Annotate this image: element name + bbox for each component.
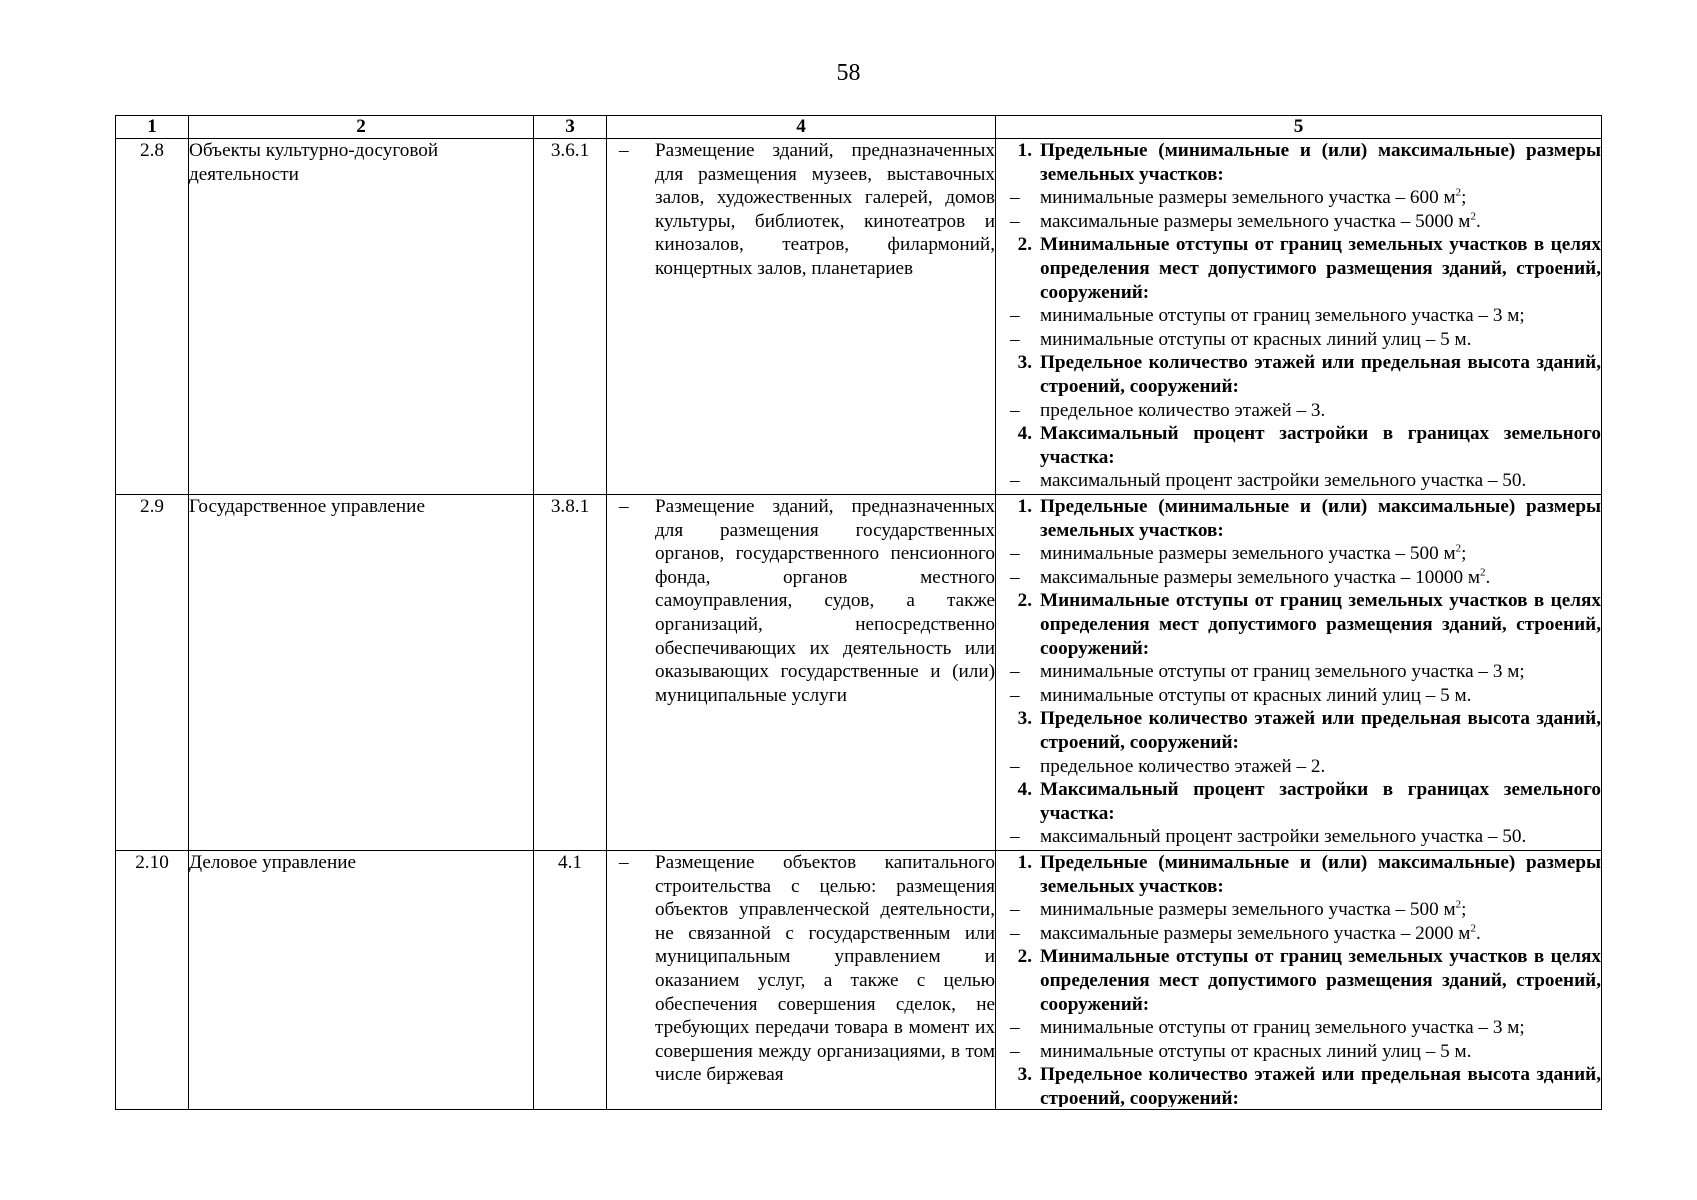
column-header: 3 — [534, 116, 607, 139]
parameter-number: 3. — [1017, 1064, 1032, 1086]
parameter-value — [996, 328, 1601, 352]
value-punctuation: . — [1485, 566, 1491, 588]
parameter-number: 1. — [1017, 140, 1032, 161]
description-text: Размещение зданий, предназначенных для размещения государственных органов, государственного пенсионного фонда, органов местного самоуправления, судов, а также организаций, непосредственно обеспечивающих их деятельность или оказывающих государственные и (или) муниципальные услуги — [655, 496, 995, 706]
parameter-value-text — [1040, 542, 1601, 566]
dash-marker: – — [1010, 305, 1020, 327]
description-text: Размещение зданий, предназначенных для размещения музеев, выставочных залов, художественных галерей, домов культуры, библиотек, кинотеатров и кинозалов, театров, филармоний, концертных залов, планетариев — [655, 140, 995, 279]
value-text: минимальные отступы от красных линий улиц – 5 м. — [1040, 1040, 1472, 1062]
parameter-value-text — [1040, 469, 1601, 493]
unit-superscript: 2 — [1470, 922, 1476, 935]
parameter-value-text — [1040, 1040, 1601, 1064]
dash-marker: – — [1010, 826, 1020, 848]
column-header: 5 — [996, 116, 1602, 139]
unit-superscript: 2 — [1455, 542, 1462, 555]
value-text: максимальный процент застройки земельного участка – 50. — [1040, 470, 1527, 492]
row-number-cell: 2.8 — [116, 139, 189, 495]
parameter-number: 1. — [1017, 496, 1032, 517]
value-punctuation: ; — [1461, 899, 1467, 921]
parameter-value — [996, 898, 1601, 922]
parameter-number: 4. — [1017, 423, 1032, 445]
parameter-value — [996, 825, 1601, 849]
table-header-row — [116, 116, 1602, 139]
dash-marker: – — [1010, 922, 1020, 944]
parameter-heading — [996, 589, 1601, 660]
parameter-number: 4. — [1017, 779, 1032, 801]
parameter-value-text — [1040, 825, 1601, 849]
parameter-heading — [996, 233, 1601, 304]
use-name-cell: Деловое управление — [189, 851, 534, 1110]
dash-marker: – — [1010, 470, 1020, 492]
unit-superscript: 2 — [1455, 898, 1462, 911]
value-text: минимальные отступы от красных линий улиц – 5 м. — [1040, 328, 1472, 350]
column-header: 4 — [607, 116, 996, 139]
value-punctuation: ; — [1461, 187, 1467, 209]
dash-marker: – — [1010, 210, 1020, 232]
description-item — [607, 495, 995, 707]
value-punctuation: . — [1475, 922, 1481, 944]
parameter-number: 3. — [1017, 708, 1032, 730]
table-row — [116, 139, 1602, 495]
use-description-cell — [607, 139, 996, 495]
parameter-number: 3. — [1017, 352, 1032, 374]
value-text: минимальные отступы от границ земельного участка – 3 м; — [1040, 661, 1525, 683]
parameter-value-text — [1040, 755, 1601, 779]
parameter-value — [996, 684, 1601, 708]
parameter-heading — [996, 851, 1601, 898]
column-header: 2 — [189, 116, 534, 139]
table-row — [116, 851, 1602, 1110]
use-code-cell: 4.1 — [534, 851, 607, 1110]
dash-marker: – — [1010, 543, 1020, 565]
parameter-heading — [996, 778, 1601, 825]
parameter-value — [996, 1016, 1601, 1040]
parameter-heading-text: Максимальный процент застройки в границах земельного участка: — [1040, 423, 1601, 468]
value-text: максимальные размеры земельного участка – 10000 м — [1040, 566, 1481, 588]
parameter-heading — [996, 945, 1601, 1016]
parameter-heading-text: Минимальные отступы от границ земельных участков в целях определения мест допустимого размещения зданий, строений, сооружений: — [1040, 234, 1601, 303]
parameter-value — [996, 210, 1601, 234]
dash-marker: – — [619, 852, 629, 873]
parameter-value-text — [1040, 922, 1601, 946]
value-text: минимальные отступы от красных линий улиц – 5 м. — [1040, 684, 1472, 706]
parameters-cell — [996, 851, 1602, 1110]
dash-marker: – — [1010, 661, 1020, 683]
use-description-cell — [607, 851, 996, 1110]
column-header: 1 — [116, 116, 189, 139]
value-text: минимальные размеры земельного участка – 600 м — [1040, 187, 1456, 209]
parameter-heading-text: Предельное количество этажей или предельная высота зданий, строений, сооружений: — [1040, 352, 1601, 397]
value-text: максимальные размеры земельного участка – 2000 м — [1040, 922, 1471, 944]
parameter-heading — [996, 139, 1601, 186]
dash-marker: – — [1010, 399, 1020, 421]
parameter-value-text — [1040, 304, 1601, 328]
dash-marker: – — [1010, 187, 1020, 209]
parameter-heading-text: Максимальный процент застройки в границах земельного участка: — [1040, 779, 1601, 824]
value-text: минимальные отступы от границ земельного участка – 3 м; — [1040, 1017, 1525, 1039]
table-row — [116, 495, 1602, 851]
value-text: минимальные размеры земельного участка – 500 м — [1040, 543, 1456, 565]
unit-superscript: 2 — [1480, 566, 1486, 579]
dash-marker: – — [1010, 328, 1020, 350]
parameter-heading — [996, 422, 1601, 469]
unit-superscript: 2 — [1455, 186, 1462, 199]
parameter-value-text — [1040, 328, 1601, 352]
parameter-value — [996, 755, 1601, 779]
dash-marker: – — [619, 140, 629, 161]
parameter-value-text — [1040, 399, 1601, 423]
description-item — [607, 851, 995, 1107]
dash-marker: – — [1010, 899, 1020, 921]
parameter-value — [996, 1040, 1601, 1064]
use-description-cell — [607, 495, 996, 851]
parameter-number: 2. — [1017, 234, 1032, 256]
value-text: минимальные отступы от границ земельного участка – 3 м; — [1040, 305, 1525, 327]
dash-marker: – — [1010, 566, 1020, 588]
parameter-heading — [996, 707, 1601, 754]
parameter-value — [996, 399, 1601, 423]
dash-marker: – — [1010, 684, 1020, 706]
value-punctuation: . — [1475, 210, 1481, 232]
dash-marker: – — [619, 496, 629, 517]
parameter-heading-text: Минимальные отступы от границ земельных участков в целях определения мест допустимого размещения зданий, строений, сооружений: — [1040, 590, 1601, 659]
parameter-heading-text: Предельные (минимальные и (или) максимальные) размеры земельных участков: — [1040, 852, 1601, 897]
row-number-cell: 2.9 — [116, 495, 189, 851]
value-text: предельное количество этажей – 3. — [1040, 399, 1326, 421]
parameter-value-text — [1040, 898, 1601, 922]
use-code-cell: 3.6.1 — [534, 139, 607, 495]
parameter-value-text — [1040, 210, 1601, 234]
dash-marker: – — [1010, 1040, 1020, 1062]
page-number: 58 — [836, 60, 861, 86]
parameter-value — [996, 304, 1601, 328]
parameter-heading-text: Предельное количество этажей или предельная высота зданий, строений, сооружений: — [1040, 1064, 1601, 1107]
unit-superscript: 2 — [1470, 210, 1476, 223]
parameters-cell — [996, 495, 1602, 851]
parameter-value — [996, 469, 1601, 493]
description-text: Размещение объектов капитального строительства с целью: размещения объектов управленческой деятельности, не связанной с государственным или муниципальным управлением и оказанием услуг, а также с целью обеспечения совершения сделок, не требующих передачи товара в момент их совершения между организациями, в том числе биржевая — [655, 852, 995, 1086]
parameter-number: 2. — [1017, 590, 1032, 612]
use-name-cell: Объекты культурно-досуговой деятельности — [189, 139, 534, 495]
parameter-value — [996, 186, 1601, 210]
parameter-number: 1. — [1017, 852, 1032, 873]
row-number-cell: 2.10 — [116, 851, 189, 1110]
land-use-table — [115, 115, 1602, 1110]
dash-marker: – — [1010, 1017, 1020, 1039]
value-punctuation: ; — [1461, 543, 1467, 565]
parameters-cell — [996, 139, 1602, 495]
use-name-cell: Государственное управление — [189, 495, 534, 851]
parameter-number: 2. — [1017, 946, 1032, 968]
parameter-value-text — [1040, 1016, 1601, 1040]
parameter-value — [996, 566, 1601, 590]
parameter-value-text — [1040, 566, 1601, 590]
value-text: максимальные размеры земельного участка – 5000 м — [1040, 210, 1471, 232]
description-item — [607, 139, 995, 281]
parameter-value — [996, 922, 1601, 946]
parameter-heading-text: Предельные (минимальные и (или) максимальные) размеры земельных участков: — [1040, 140, 1601, 185]
value-text: минимальные размеры земельного участка – 500 м — [1040, 899, 1456, 921]
value-text: максимальный процент застройки земельного участка – 50. — [1040, 826, 1527, 848]
parameter-heading-text: Предельное количество этажей или предельная высота зданий, строений, сооружений: — [1040, 708, 1601, 753]
parameter-heading — [996, 1063, 1601, 1107]
parameter-value-text — [1040, 684, 1601, 708]
parameter-heading-text: Минимальные отступы от границ земельных участков в целях определения мест допустимого размещения зданий, строений, сооружений: — [1040, 946, 1601, 1015]
parameter-value — [996, 542, 1601, 566]
parameter-heading — [996, 495, 1601, 542]
use-code-cell: 3.8.1 — [534, 495, 607, 851]
parameter-value-text — [1040, 186, 1601, 210]
parameter-value — [996, 660, 1601, 684]
parameter-heading — [996, 351, 1601, 398]
parameter-heading-text: Предельные (минимальные и (или) максимальные) размеры земельных участков: — [1040, 496, 1601, 541]
value-text: предельное количество этажей – 2. — [1040, 755, 1326, 777]
parameter-value-text — [1040, 660, 1601, 684]
dash-marker: – — [1010, 755, 1020, 777]
